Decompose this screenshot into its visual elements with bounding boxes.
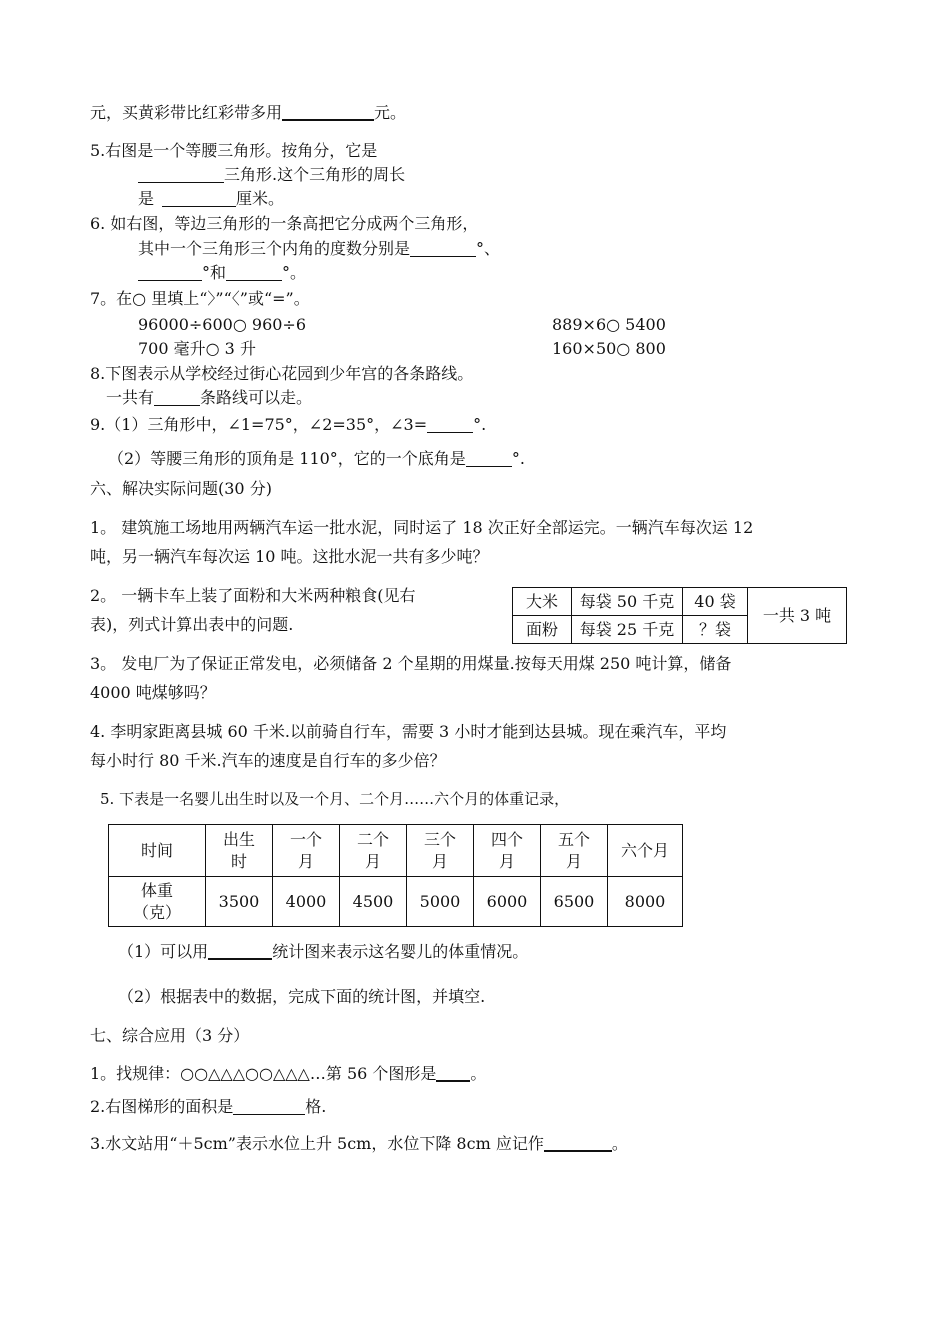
q5-line-3: 是 厘米。 bbox=[138, 189, 285, 208]
weight-header-birth: 出生 时 bbox=[206, 825, 273, 877]
weight-header-time: 时间 bbox=[109, 825, 206, 877]
q6-line-3: °和 °。 bbox=[138, 262, 306, 284]
grain-rice-count: 40 袋 bbox=[683, 588, 748, 616]
answer-blank[interactable] bbox=[162, 190, 236, 207]
q7-compare-4: 160×50○ 800 bbox=[552, 339, 666, 358]
weight-value: 6500 bbox=[541, 877, 608, 927]
grain-flour-bag: 每袋 25 千克 bbox=[572, 616, 683, 644]
answer-blank[interactable] bbox=[410, 240, 476, 257]
answer-blank[interactable] bbox=[466, 450, 512, 467]
section-6-title: 六、解决实际问题(30 分) bbox=[90, 479, 272, 498]
q8-line-2: 一共有 条路线可以走。 bbox=[106, 388, 313, 407]
p5-sub-2: （2）根据表中的数据，完成下面的统计图，并填空. bbox=[118, 987, 486, 1006]
s7-q2: 2.右图梯形的面积是 格. bbox=[90, 1097, 327, 1116]
p2-line-1: 2。 一辆卡车上装了面粉和大米两种粮食(见右 bbox=[90, 586, 416, 605]
weight-value: 4500 bbox=[340, 877, 407, 927]
weight-header-m6: 六个月 bbox=[608, 825, 683, 877]
p4-line-2: 每小时行 80 千米.汽车的速度是自行车的多少倍？ bbox=[90, 751, 446, 770]
q6-line-1: 6. 如右图，等边三角形的一条高把它分成两个三角形， bbox=[90, 214, 479, 233]
answer-blank[interactable] bbox=[138, 166, 224, 183]
weight-value: 3500 bbox=[206, 877, 273, 927]
weight-row-label: 体重 （克） bbox=[109, 877, 206, 927]
q7-compare-2: 889×6○ 5400 bbox=[552, 315, 666, 334]
weight-table bbox=[108, 824, 683, 927]
q5-line-1: 5.右图是一个等腰三角形。按角分，它是 bbox=[90, 141, 378, 160]
answer-blank[interactable] bbox=[138, 264, 202, 281]
weight-header-m5: 五个 月 bbox=[541, 825, 608, 877]
p1-line-2: 吨，另一辆汽车每次运 10 吨。这批水泥一共有多少吨？ bbox=[90, 547, 489, 566]
p1-line-1: 1。 建筑施工场地用两辆汽车运一批水泥，同时运了 18 次正好全部运完。一辆汽车每次运 12 bbox=[90, 518, 754, 537]
p3-line-1: 3。 发电厂为了保证正常发电，必须储备 2 个星期的用煤量.按每天用煤 250 吨计算，储备 bbox=[90, 654, 732, 673]
p3-line-2: 4000 吨煤够吗？ bbox=[90, 683, 216, 702]
p5-sub-1: （1）可以用 统计图来表示这名婴儿的体重情况。 bbox=[118, 942, 529, 961]
answer-blank[interactable] bbox=[208, 942, 272, 960]
weight-header-m3: 三个 月 bbox=[407, 825, 474, 877]
weight-header-m2: 二个 月 bbox=[340, 825, 407, 877]
answer-blank[interactable] bbox=[282, 103, 374, 121]
grain-flour-count: ？袋 bbox=[683, 616, 748, 644]
q9-line-2: （2）等腰三角形的顶角是 110°，它的一个底角是 °. bbox=[108, 449, 525, 468]
answer-blank[interactable] bbox=[226, 264, 282, 281]
q5-line-2: 三角形.这个三角形的周长 bbox=[138, 164, 405, 186]
weight-header-m4: 四个 月 bbox=[474, 825, 541, 877]
q7-compare-3: 700 毫升○ 3 升 bbox=[138, 339, 256, 358]
answer-blank[interactable] bbox=[233, 1098, 305, 1115]
p5-line-1: 5. 下表是一名婴儿出生时以及一个月、二个月……六个月的体重记录， bbox=[100, 790, 570, 808]
answer-blank[interactable] bbox=[436, 1064, 470, 1082]
grain-table bbox=[512, 587, 847, 644]
q6-line-2: 其中一个三角形三个内角的度数分别是 °、 bbox=[138, 239, 501, 258]
s7-q1: 1。找规律：○○△△△○○△△△…第 56 个图形是 。 bbox=[90, 1064, 487, 1083]
answer-blank[interactable] bbox=[427, 416, 473, 433]
weight-value: 5000 bbox=[407, 877, 474, 927]
weight-value: 4000 bbox=[273, 877, 340, 927]
weight-value: 6000 bbox=[474, 877, 541, 927]
answer-blank[interactable] bbox=[154, 389, 200, 406]
grain-flour-name: 面粉 bbox=[513, 616, 572, 644]
s7-q3: 3.水文站用“＋5cm”表示水位上升 5cm，水位下降 8cm 应记作 。 bbox=[90, 1134, 628, 1153]
answer-blank[interactable] bbox=[544, 1134, 612, 1152]
grain-rice-bag: 每袋 50 千克 bbox=[572, 588, 683, 616]
section-7-title: 七、综合应用（3 分） bbox=[90, 1026, 250, 1045]
p2-line-2: 表)，列式计算出表中的问题. bbox=[90, 615, 294, 634]
q7-compare-1: 96000÷600○ 960÷6 bbox=[138, 315, 307, 334]
grain-rice-name: 大米 bbox=[513, 588, 572, 616]
p4-line-1: 4. 李明家距离县城 60 千米.以前骑自行车，需要 3 小时才能到达县城。现在乘汽车，平均 bbox=[90, 722, 727, 741]
weight-value: 8000 bbox=[608, 877, 683, 927]
q9-line-1: 9.（1）三角形中，∠1=75°，∠2=35°，∠3= °. bbox=[90, 415, 487, 434]
weight-header-m1: 一个 月 bbox=[273, 825, 340, 877]
grain-total: 一共 3 吨 bbox=[748, 588, 847, 644]
q4-line-end: 元，买黄彩带比红彩带多用 元。 bbox=[90, 103, 407, 122]
q7-line-1: 7。在○ 里填上“〉”“〈”或“=”。 bbox=[90, 289, 310, 308]
q8-line-1: 8.下图表示从学校经过街心花园到少年宫的各条路线。 bbox=[90, 364, 474, 383]
